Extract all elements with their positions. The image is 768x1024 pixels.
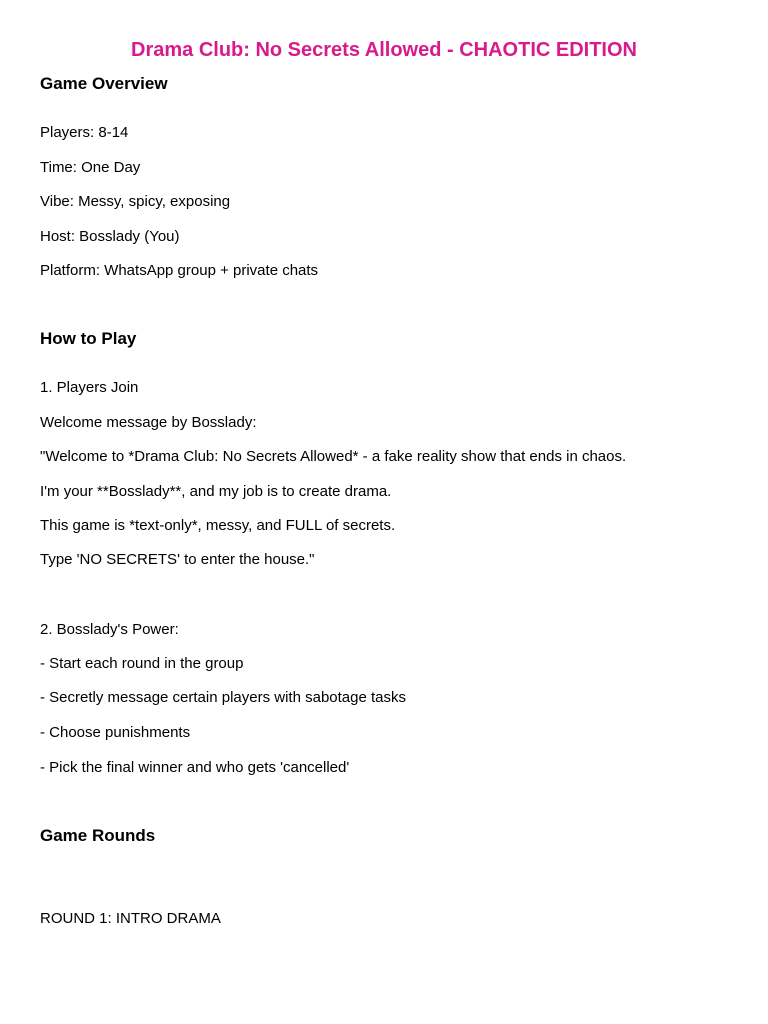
welcome-line-4: Type 'NO SECRETS' to enter the house." (40, 551, 315, 568)
document-title: Drama Club: No Secrets Allowed - CHAOTIC EDITION (131, 39, 637, 61)
step2-label: 2. Bosslady's Power: (40, 621, 179, 638)
welcome-line-2: I'm your **Bosslady**, and my job is to create drama. (40, 483, 392, 500)
round-1-label: ROUND 1: INTRO DRAMA (40, 910, 221, 927)
power-item-4: - Pick the final winner and who gets 'cancelled' (40, 759, 350, 776)
overview-players: Players: 8-14 (40, 124, 129, 141)
overview-time: Time: One Day (40, 159, 141, 176)
power-item-1: - Start each round in the group (40, 655, 244, 672)
overview-host: Host: Bosslady (You) (40, 228, 180, 245)
power-item-3: - Choose punishments (40, 724, 191, 741)
welcome-line-3: This game is *text-only*, messy, and FULL of secrets. (40, 517, 396, 534)
overview-platform: Platform: WhatsApp group + private chats (40, 262, 319, 279)
welcome-line-1: "Welcome to *Drama Club: No Secrets Allowed* - a fake reality show that ends in chaos. (40, 448, 627, 465)
power-item-2: - Secretly message certain players with sabotage tasks (40, 689, 406, 706)
section-heading-game-overview: Game Overview (40, 74, 168, 93)
step1-label: 1. Players Join (40, 379, 139, 396)
overview-vibe: Vibe: Messy, spicy, exposing (40, 193, 231, 210)
section-heading-how-to-play: How to Play (40, 329, 137, 348)
welcome-intro: Welcome message by Bosslady: (40, 414, 257, 431)
section-heading-game-rounds: Game Rounds (40, 826, 156, 845)
